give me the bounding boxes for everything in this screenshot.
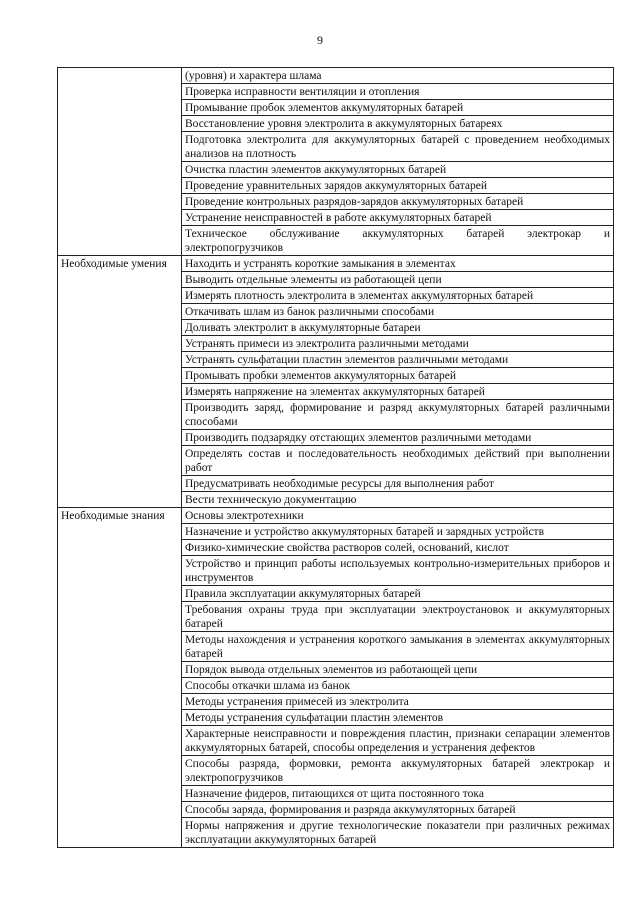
item-cell: Предусматривать необходимые ресурсы для выполнения работ (182, 476, 614, 492)
item-cell: Измерять напряжение на элементах аккумуляторных батарей (182, 384, 614, 400)
item-cell: Откачивать шлам из банок различными способами (182, 304, 614, 320)
item-cell: Подготовка электролита для аккумуляторных батарей с проведением необходимых анализов на плотность (182, 132, 614, 162)
item-cell: Очистка пластин элементов аккумуляторных батарей (182, 162, 614, 178)
item-cell: Определять состав и последовательность необходимых действий при выполнении работ (182, 446, 614, 476)
item-cell: Промывание пробок элементов аккумуляторных батарей (182, 100, 614, 116)
item-cell: Доливать электролит в аккумуляторные батареи (182, 320, 614, 336)
item-cell: Измерять плотность электролита в элементах аккумуляторных батарей (182, 288, 614, 304)
item-cell: Способы разряда, формовки, ремонта аккумуляторных батарей электрокар и электропогрузчиков (182, 756, 614, 786)
item-cell: Производить заряд, формирование и разряд аккумуляторных батарей различными способами (182, 400, 614, 430)
item-cell: Порядок вывода отдельных элементов из работающей цепи (182, 662, 614, 678)
item-cell: Находить и устранять короткие замыкания в элементах (182, 256, 614, 272)
item-cell: Промывать пробки элементов аккумуляторных батарей (182, 368, 614, 384)
item-cell: Основы электротехники (182, 508, 614, 524)
item-cell: Устранение неисправностей в работе аккумуляторных батарей (182, 210, 614, 226)
item-cell: Требования охраны труда при эксплуатации электроустановок и аккумуляторных батарей (182, 602, 614, 632)
item-cell: Назначение и устройство аккумуляторных батарей и зарядных устройств (182, 524, 614, 540)
item-cell: Способы заряда, формирования и разряда аккумуляторных батарей (182, 802, 614, 818)
item-cell: Способы откачки шлама из банок (182, 678, 614, 694)
item-cell: Правила эксплуатации аккумуляторных батарей (182, 586, 614, 602)
item-cell: Нормы напряжения и другие технологические показатели при различных режимах эксплуатации аккумуляторных батарей (182, 818, 614, 848)
item-cell: Методы нахождения и устранения короткого замыкания в элементах аккумуляторных батарей (182, 632, 614, 662)
item-cell: Проведение контрольных разрядов-зарядов аккумуляторных батарей (182, 194, 614, 210)
table-row (58, 256, 614, 272)
page-number: 9 (317, 33, 323, 47)
item-cell: Устройство и принцип работы используемых контрольно-измерительных приборов и инструментов (182, 556, 614, 586)
item-cell: Производить подзарядку отстающих элементов различными методами (182, 430, 614, 446)
section-label (58, 68, 182, 256)
section-label: Необходимые умения (58, 256, 182, 508)
table-row (58, 508, 614, 524)
item-cell: Техническое обслуживание аккумуляторных батарей электрокар и электропогрузчиков (182, 226, 614, 256)
item-cell: Назначение фидеров, питающихся от щита постоянного тока (182, 786, 614, 802)
item-cell: Проверка исправности вентиляции и отопления (182, 84, 614, 100)
table-row (58, 68, 614, 84)
item-cell: Проведение уравнительных зарядов аккумуляторных батарей (182, 178, 614, 194)
competency-table (57, 67, 614, 848)
item-cell: Характерные неисправности и повреждения пластин, признаки сепарации элементов аккумуляторных батарей, способы определения и устранения дефектов (182, 726, 614, 756)
section-label: Необходимые знания (58, 508, 182, 848)
item-cell: Восстановление уровня электролита в аккумуляторных батареях (182, 116, 614, 132)
competency-table-body (58, 68, 614, 848)
item-cell: (уровня) и характера шлама (182, 68, 614, 84)
item-cell: Устранять сульфатации пластин элементов различными методами (182, 352, 614, 368)
item-cell: Вести техническую документацию (182, 492, 614, 508)
item-cell: Физико-химические свойства растворов солей, оснований, кислот (182, 540, 614, 556)
item-cell: Методы устранения сульфатации пластин элементов (182, 710, 614, 726)
item-cell: Методы устранения примесей из электролита (182, 694, 614, 710)
item-cell: Выводить отдельные элементы из работающей цепи (182, 272, 614, 288)
item-cell: Устранять примеси из электролита различными методами (182, 336, 614, 352)
